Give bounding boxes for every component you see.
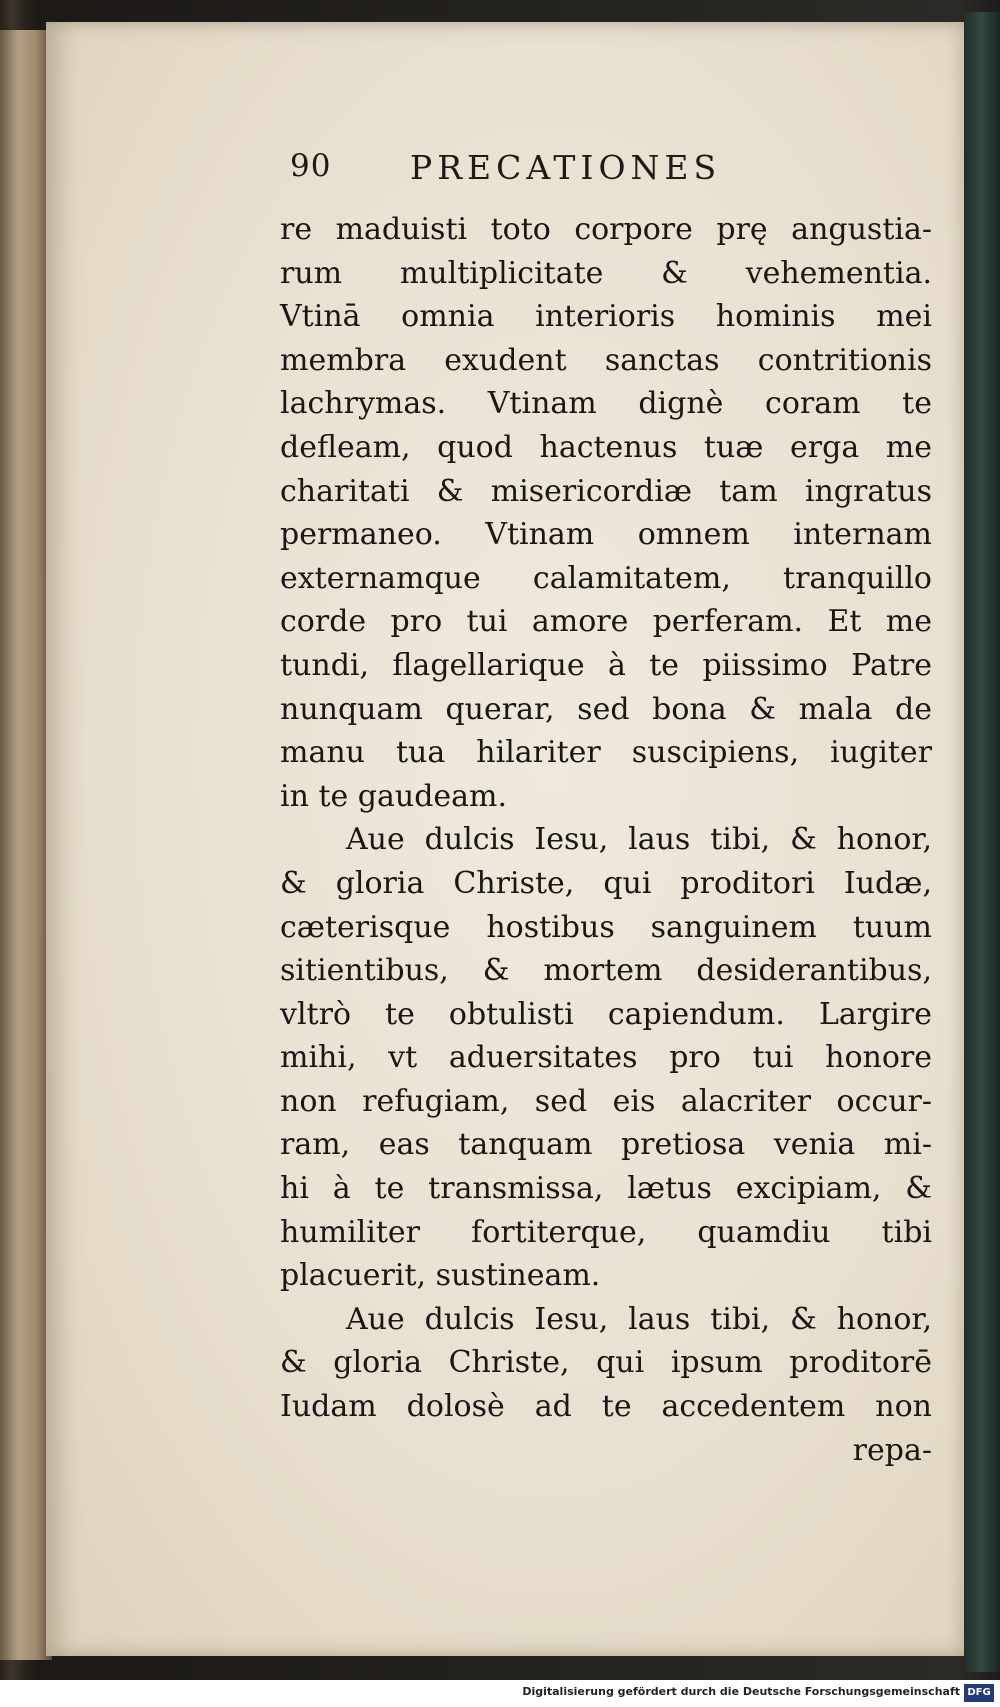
paragraph-start-line: Aue dulcis Iesu, laus tibi, & honor, (346, 1301, 932, 1337)
paragraph-start-line: Aue dulcis Iesu, laus tibi, & honor, (346, 822, 932, 858)
text-line: lachrymas. Vtinam dignè coram te (280, 386, 932, 422)
footer-credit: Digitalisierung gefördert durch die Deutsche Forschungsgemeinschaft (522, 1685, 960, 1698)
dfg-logo-icon: DFG (964, 1684, 994, 1702)
text-line: & gloria Christe, qui proditori Iudæ, (280, 865, 932, 901)
text-line: charitati & misericordiæ tam ingratus (280, 473, 932, 509)
text-line: nunquam querar, sed bona & mala de (280, 691, 932, 727)
text-line: & gloria Christe, qui ipsum proditorē (280, 1345, 932, 1381)
text-line: membra exudent sanctas contritionis (280, 342, 932, 378)
text-line: cæterisque hostibus sanguinem tuum (280, 909, 932, 945)
text-line: ram, eas tanquam pretiosa venia mi- (280, 1127, 932, 1163)
text-line: placuerit, sustineam. (280, 1258, 601, 1294)
digitization-footer (0, 1680, 1000, 1707)
catchword: repa- (852, 1432, 932, 1468)
text-line: mihi, vt aduersitates pro tui honore (280, 1040, 932, 1076)
book-page-edges (0, 30, 52, 1660)
text-line: manu tua hilariter suscipiens, iugiter (280, 735, 932, 771)
text-line: corde pro tui amore perferam. Et me (280, 604, 932, 640)
text-line: humiliter fortiterque, quamdiu tibi (280, 1214, 932, 1250)
text-line: Iudam dolosè ad te accedentem non (280, 1389, 932, 1425)
text-line: re maduisti toto corpore prę angustia- (280, 212, 932, 247)
text-line: tundi, flagellarique à te piissimo Patre (280, 647, 932, 683)
text-line: defleam, quod hactenus tuæ erga me (280, 429, 932, 465)
page-number: 90 (290, 148, 332, 184)
page-header (290, 148, 850, 192)
text-line: vltrò te obtulisti capiendum. Largire (280, 996, 932, 1032)
text-line: Vtinā omnia interioris hominis mei (280, 299, 932, 335)
text-line: in te gaudeam. (280, 778, 508, 814)
text-line: permaneo. Vtinam omnem internam (280, 517, 932, 553)
text-line: rum multiplicitate & vehementia. (280, 255, 932, 291)
text-line: sitientibus, & mortem desiderantibus, (280, 953, 932, 989)
text-line: hi à te transmissa, lætus excipiam, & (280, 1171, 932, 1207)
text-line: non refugiam, sed eis alacriter occur- (280, 1083, 932, 1119)
running-title: PRECATIONES (410, 148, 722, 187)
text-line: externamque calamitatem, tranquillo (280, 560, 932, 596)
book-cover-edge (964, 12, 1000, 1672)
body-text (280, 208, 932, 1472)
